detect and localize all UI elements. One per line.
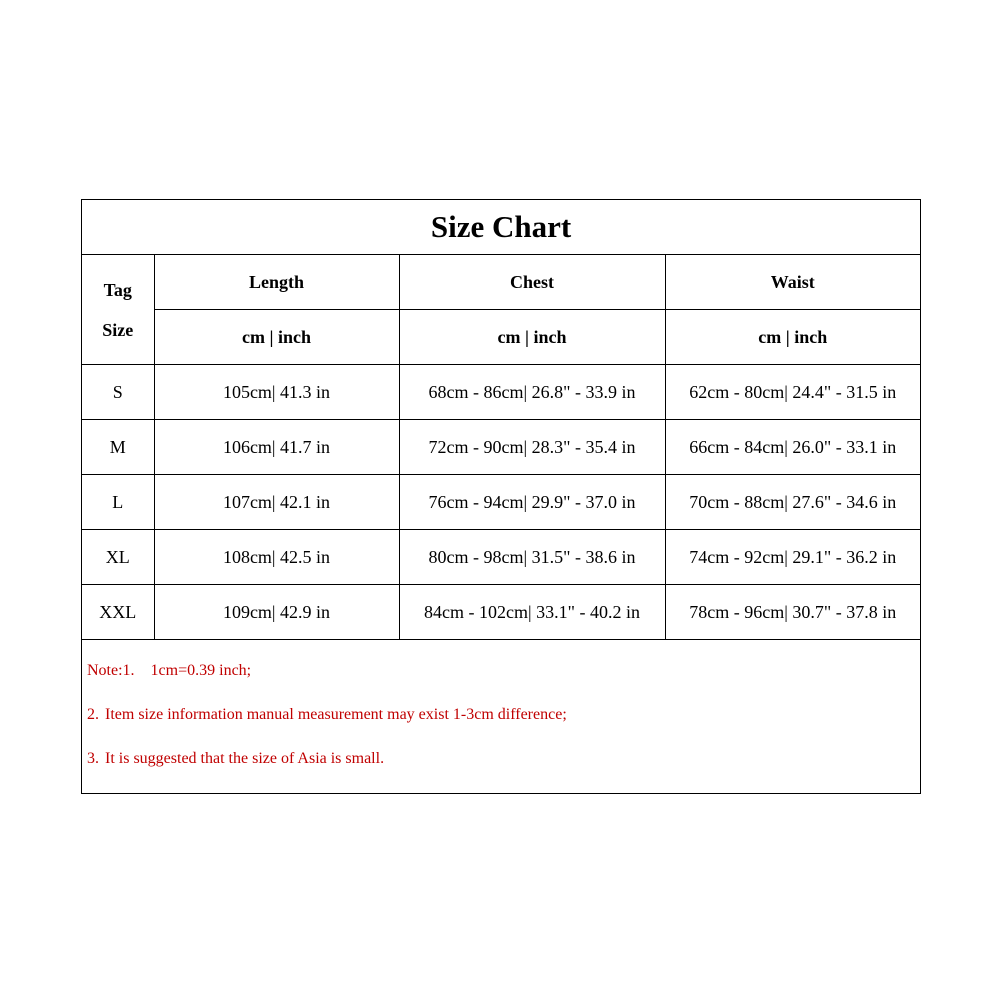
table-row xyxy=(82,420,920,475)
note-3 xyxy=(87,748,920,792)
table-row xyxy=(82,530,920,585)
note-1-text: 1cm=0.39 inch; xyxy=(150,662,252,679)
waist-value: 78cm - 96cm| 30.7" - 37.8 in xyxy=(665,585,920,640)
table-row xyxy=(82,475,920,530)
column-header-waist: Waist xyxy=(665,255,920,310)
note-3-text: It is suggested that the size of Asia is small. xyxy=(105,750,385,767)
note-2-number: 2. xyxy=(87,706,99,723)
waist-value: 70cm - 88cm| 27.6" - 34.6 in xyxy=(665,475,920,530)
chart-title: Size Chart xyxy=(82,200,920,255)
size-label: XXL xyxy=(82,585,154,640)
chest-value: 84cm - 102cm| 33.1" - 40.2 in xyxy=(399,585,665,640)
chest-value: 80cm - 98cm| 31.5" - 38.6 in xyxy=(399,530,665,585)
chest-value: 76cm - 94cm| 29.9" - 37.0 in xyxy=(399,475,665,530)
tag-size-line1: Tag xyxy=(103,279,132,300)
tag-size-line2: Size xyxy=(102,319,134,340)
size-table xyxy=(82,200,920,640)
header-row xyxy=(82,255,920,310)
size-chart xyxy=(81,199,921,794)
length-value: 105cm| 41.3 in xyxy=(154,365,399,420)
size-label: M xyxy=(82,420,154,475)
length-value: 107cm| 42.1 in xyxy=(154,475,399,530)
chest-value: 68cm - 86cm| 26.8" - 33.9 in xyxy=(399,365,665,420)
tag-size-header xyxy=(82,255,154,365)
title-row xyxy=(82,200,920,255)
size-label: L xyxy=(82,475,154,530)
unit-row xyxy=(82,310,920,365)
note-2-text: Item size information manual measurement may exist 1-3cm difference; xyxy=(105,706,567,723)
length-value: 108cm| 42.5 in xyxy=(154,530,399,585)
waist-value: 66cm - 84cm| 26.0" - 33.1 in xyxy=(665,420,920,475)
unit-length: cm | inch xyxy=(154,310,399,365)
column-header-chest: Chest xyxy=(399,255,665,310)
table-row xyxy=(82,585,920,640)
note-2 xyxy=(87,704,920,748)
waist-value: 74cm - 92cm| 29.1" - 36.2 in xyxy=(665,530,920,585)
unit-chest: cm | inch xyxy=(399,310,665,365)
chest-value: 72cm - 90cm| 28.3" - 35.4 in xyxy=(399,420,665,475)
note-3-number: 3. xyxy=(87,750,99,767)
note-1 xyxy=(87,660,920,704)
note-1-number: Note:1. xyxy=(87,662,135,679)
length-value: 106cm| 41.7 in xyxy=(154,420,399,475)
column-header-length: Length xyxy=(154,255,399,310)
size-label: XL xyxy=(82,530,154,585)
size-label: S xyxy=(82,365,154,420)
unit-waist: cm | inch xyxy=(665,310,920,365)
waist-value: 62cm - 80cm| 24.4" - 31.5 in xyxy=(665,365,920,420)
table-row xyxy=(82,365,920,420)
length-value: 109cm| 42.9 in xyxy=(154,585,399,640)
notes-section xyxy=(82,640,920,792)
